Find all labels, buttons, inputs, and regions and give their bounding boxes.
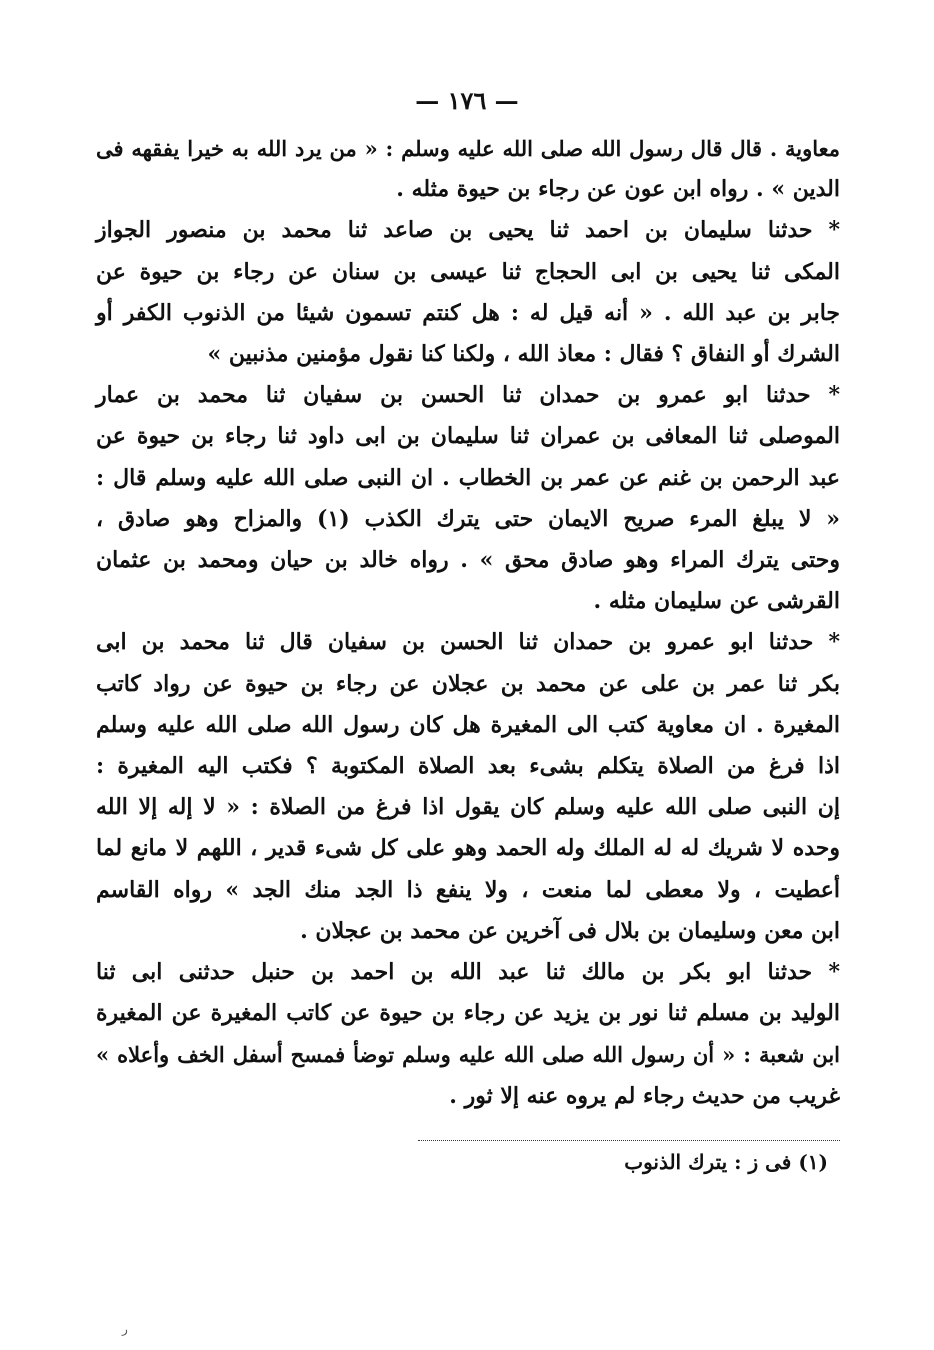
text-line: * حدثنا ابو عمرو بن حمدان ثنا الحسن بن سفيان قال ثنا محمد بن ابى bbox=[96, 629, 840, 656]
text-line: * حدثنا ابو بكر بن مالك ثنا عبد الله بن احمد بن حنبل حدثنى ابى ثنا bbox=[96, 959, 840, 986]
text-line: معاوية . قال قال رسول الله صلى الله عليه وسلم : « من يرد الله به خيرا يفقهه فى bbox=[96, 136, 840, 161]
text-line: الوليد بن مسلم ثنا نور بن يزيد عن رجاء بن حيوة عن كاتب المغيرة عن المغيرة bbox=[96, 1000, 840, 1027]
footnote-divider bbox=[418, 1140, 840, 1141]
text-line: المكى ثنا يحيى بن ابى الحجاج ثنا عيسى بن سنان عن رجاء بن حيوة عن bbox=[96, 258, 840, 285]
paragraph bbox=[96, 952, 840, 1117]
text-line: * حدثنا سليمان بن احمد ثنا يحيى بن صاعد ثنا محمد بن منصور الجواز bbox=[96, 217, 840, 244]
text-line: جابر بن عبد الله . « أنه قيل له : هل كنتم تسمون شيئا من الذنوب الكفر أو bbox=[96, 299, 840, 326]
text-line: ابن شعبة : « أن رسول الله صلى الله عليه وسلم توضأ فمسح أسفل الخف وأعلاه » bbox=[96, 1042, 840, 1068]
text-line: ابن معن وسليمان بن بلال فى آخرين عن محمد بن عجلان . bbox=[300, 917, 840, 944]
corner-mark: ر bbox=[122, 1322, 128, 1336]
text-line: غريب من حديث رجاء لم يروه عنه إلا ثور . bbox=[449, 1082, 840, 1109]
text-line: وحتى يترك المراء وهو صادق محق » . رواه خالد بن حيان ومحمد بن عثمان bbox=[96, 547, 840, 574]
paragraph bbox=[96, 128, 840, 210]
text-line: أعطيت ، ولا معطى لما منعت ، ولا ينفع ذا الجد منك الجد » رواه القاسم bbox=[96, 876, 840, 903]
text-line: عبد الرحمن بن غنم عن عمر بن الخطاب . ان النبى صلى الله عليه وسلم قال : bbox=[96, 464, 840, 491]
text-line: اذا فرغ من الصلاة يتكلم بشىء بعد الصلاة المكتوبة ؟ فكتب اليه المغيرة : bbox=[96, 753, 840, 780]
paragraph bbox=[96, 375, 840, 622]
page-number: — ١٧٦ — bbox=[415, 86, 519, 115]
text-line: * حدثنا ابو عمرو بن حمدان ثنا الحسن بن سفيان ثنا محمد بن عمار bbox=[96, 382, 840, 409]
text-line: وحده لا شريك له له الملك وله الحمد وهو على كل شىء قدير ، اللهم لا مانع لما bbox=[96, 835, 840, 862]
main-text bbox=[96, 128, 840, 1117]
text-line: بكر ثنا عمر بن على عن محمد بن عجلان عن رجاء بن حيوة عن رواد كاتب bbox=[96, 670, 840, 697]
text-line: الموصلى ثنا المعافى بن عمران ثنا سليمان بن ابى داود ثنا رجاء بن حيوة عن bbox=[96, 423, 840, 450]
text-line: الدين » . رواه ابن عون عن رجاء بن حيوة مثله . bbox=[396, 176, 840, 203]
text-line: « لا يبلغ المرء صريح الايمان حتى يترك الكذب (١) والمزاح وهو صادق ، bbox=[96, 505, 840, 532]
footnote: (١) فى ز : يترك الذنوب bbox=[624, 1150, 828, 1174]
text-line: المغيرة . ان معاوية كتب الى المغيرة هل كان رسول الله صلى الله عليه وسلم bbox=[96, 711, 840, 738]
paragraph bbox=[96, 210, 840, 375]
text-line: الشرك أو النفاق ؟ فقال : معاذ الله ، ولكنا كنا نقول مؤمنين مذنبين » bbox=[207, 341, 840, 368]
text-line: إن النبى صلى الله عليه وسلم كان يقول اذا فرغ من الصلاة : « لا إله إلا الله bbox=[96, 794, 840, 821]
text-line: القرشى عن سليمان مثله . bbox=[593, 588, 840, 615]
paragraph bbox=[96, 622, 840, 952]
